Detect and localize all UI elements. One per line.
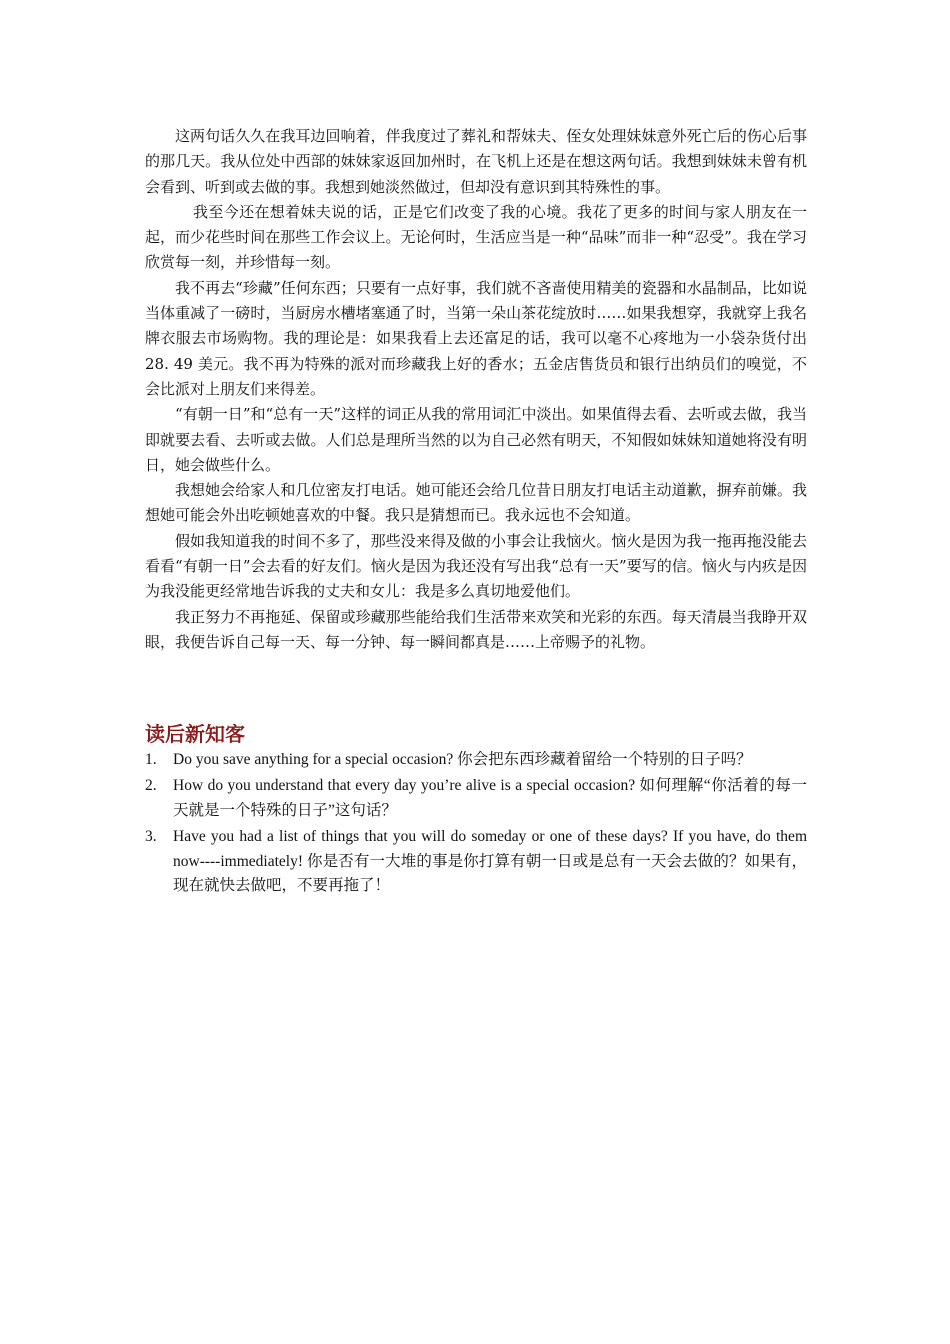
list-item-number: 3. [145,827,157,845]
article-body [145,124,807,655]
paragraph: 这两句话久久在我耳边回响着，伴我度过了葬礼和帮妹夫、侄女处理妹妹意外死亡后的伤心后事的那几天。我从位处中西部的妹妹家返回加州时，在飞机上还是在想这两句话。我想到妹妹未曾有机会看到、听到或去做的事。我想到她淡然做过，但却没有意识到其特殊性的事。 [145,127,807,196]
list-item [145,774,807,824]
paragraph: 我正努力不再拖延、保留或珍藏那些能给我们生活带来欢笑和光彩的东西。每天清晨当我睁开双眼，我便告诉自己每一天、每一分钟、每一瞬间都真是……上帝赐予的礼物。 [145,607,807,651]
paragraph: 我至今还在想着妹夫说的话，正是它们改变了我的心境。我花了更多的时间与家人朋友在一起，而少花些时间在那些工作会议上。无论何时，生活应当是一种“品味”而非一种“忍受”。我在学习欣赏每一刻，并珍惜每一刻。 [145,202,807,272]
list-item-text: Have you had a list of things that you will do someday or one of these days? If you have, do them now----immediately! 你是否有一大堆的事是你打算有朝一日或是总有一天会去做的？如果有，现在就快去做吧，不要再拖了！ [173,827,807,895]
list-item [145,825,807,899]
list-item [145,748,807,773]
list-item-text: Do you save anything for a special occasion? 你会把东西珍藏着留给一个特别的日子吗？ [173,751,752,768]
paragraph: 我不再去“珍藏”任何东西；只要有一点好事，我们就不吝啬使用精美的瓷器和水晶制品，比如说当体重减了一磅时，当厨房水槽堵塞通了时，当第一朵山茶花绽放时……如果我想穿，我就穿上我名牌衣服去市场购物。我的理论是：如果我看上去还富足的话，我可以毫不心疼地为一小袋杂货付出 28. 49 美元。我不再为特殊的派对而珍藏我上好的香水；五金店售货员和银行出纳员们的嗅觉，不会比派对上朋友们来得差。 [145,278,807,398]
paragraph: “有朝一日”和“总有一天”这样的词正从我的常用词汇中淡出。如果值得去看、去听或去做，我当即就要去看、去听或去做。人们总是理所当然的以为自己必然有明天，不知假如妹妹知道她将没有明日，她会做些什么。 [145,405,807,474]
list-item-text: How do you understand that every day you’re alive is a special occasion? 如何理解“你活着的每一天就是一个特殊的日子”这句话？ [173,776,807,819]
list-item-number: 2. [145,776,157,794]
paragraph: 假如我知道我的时间不多了，那些没来得及做的小事会让我恼火。恼火是因为我一拖再拖没能去看看“有朝一日”会去看的好友们。恼火是因为我还没有写出我“总有一天”要写的信。恼火与内疚是因为我没能更经常地告诉我的丈夫和女儿：我是多么真切地爱他们。 [145,531,807,601]
paragraph: 我想她会给家人和几位密友打电话。她可能还会给几位昔日朋友打电话主动道歉，摒弃前嫌。我想她可能会外出吃顿她喜欢的中餐。我只是猜想而已。我永远也不会知道。 [145,481,807,525]
section-heading: 读后新知客 [145,722,245,746]
list-item-number: 1. [145,751,157,768]
question-list [145,748,807,900]
